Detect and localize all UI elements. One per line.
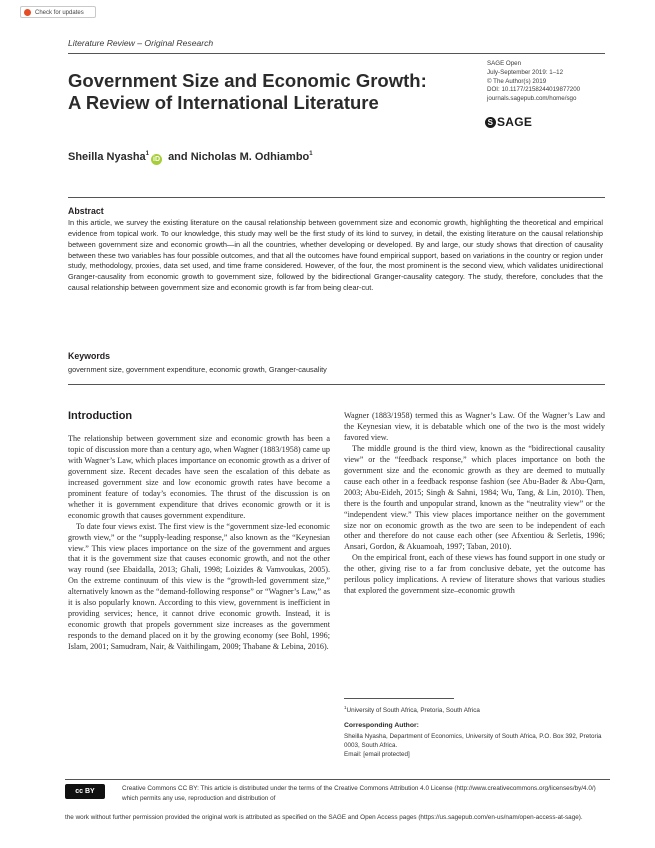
corresponding-author: [344, 732, 606, 759]
journal-meta: [487, 60, 580, 104]
right-column: [344, 411, 605, 597]
author-2: Nicholas M. Odhiambo: [190, 151, 310, 163]
intro-paragraph: The relationship between government size and economic growth has been a topic of discussion more than a century ago, when Wagner (1883/1958) came up with Wagner’s Law, which places importance on economic growth as a driver of government size. Recent decades have seen the escalation of this debate as increased government size and low economic growth rates have become a prominent feature of today’s economies. The thrust of the discussion is on whether it is government expenditure that drives economic growth or it is economic growth that causes government expenditure.: [68, 434, 330, 520]
check-updates-icon: [24, 9, 31, 16]
license-rule: [65, 779, 610, 780]
journal-issue: July-September 2019: 1–12: [487, 68, 564, 76]
journal-name: SAGE Open: [487, 60, 522, 67]
title-line-2: A Review of International Literature: [68, 91, 379, 113]
abstract-heading: Abstract: [68, 206, 104, 216]
abstract-rule: [68, 197, 605, 198]
article-type: Literature Review – Original Research: [68, 38, 214, 48]
check-updates-label: Check for updates: [35, 10, 84, 16]
affiliation-number: 1: [344, 705, 347, 710]
author-1-affiliation: 1: [145, 151, 149, 158]
sage-logo: [485, 115, 532, 129]
author-1: Sheilla Nyasha: [68, 151, 146, 163]
intro-paragraph: Wagner (1883/1958) termed this as Wagner’s Law. Of the Wagner’s Law and the Keynesian view, it is debatable which one of the two is the most widely favored view.: [344, 411, 605, 442]
cc-by-icon[interactable]: cc BY: [65, 784, 105, 799]
header-rule: [68, 53, 605, 54]
check-for-updates-badge[interactable]: [20, 6, 96, 18]
license-text-continued: the work without further permission provided the original work is attributed as specified on the SAGE and Open Access pages (https://us.sagepub.com/en-us/nam/open-access-at-sage).: [65, 814, 583, 821]
copyright: © The Author(s) 2019: [487, 77, 547, 85]
author-2-affiliation: 1: [309, 151, 313, 158]
affiliation-footnote: [344, 705, 480, 714]
corresponding-author-heading: Corresponding Author:: [344, 722, 419, 729]
journal-url[interactable]: journals.sagepub.com/home/sgo: [487, 95, 577, 103]
intro-paragraph: To date four views exist. The first view is the “government size-led economic growth view,” or the “supply-leading response,” also known as the “Keynesian view.” This view places importance on the size of the government and argues that it is the government size that causes economic growth, and not the other way round (see Ebaidalla, 2013; Ghali, 1998; Loizides & Vamvoukas, 2005). On the extreme continuum of this view is the “growth-led government size,” alternatively known as the “demand-following response” or “Wagner’s Law,” as it is also popularly known. According to this view, government is inefficient in providing services; hence, it cannot drive economic growth. Instead, it is economic growth that propels government size increases as the government responds to the demand placed on it by the growing economy (see Bohl, 1996; Islam, 2001; Samudram, Nair, & Vaithilingam, 2009; Thabane & Lebina, 2016).: [68, 521, 330, 652]
left-column: [68, 434, 330, 653]
abstract-text: In this article, we survey the existing literature on the causal relationship between government size and economic growth, highlighting the theoretical and empirical evidence from topical work. To our knowledge, this study may well be the first study of its kind to survey, in detail, the existing literature on the causal relationship between government size and economic growth—in all the countries, whether developing or developed. By and large, our study shows that direction of causality between these two variables has four possible outcomes, and that all the outcomes have found empirical support, based on variations in the country or region under study, methodology, proxies, data set used, and time frame considered. However, of the four, the most prominent is the second view, which validates unidirectional Granger-causality from economic growth to government size, followed by the bidirectional Granger-causality category. The study, therefore, concludes that the causal relationship between government size and economic growth is far from being clear-cut.: [68, 218, 603, 293]
corresponding-email[interactable]: Email: [email protected]: [344, 751, 410, 758]
keywords-rule: [68, 384, 605, 385]
intro-paragraph: The middle ground is the third view, known as the “bidirectional causality view” or the “feedback response,” which places importance on both the government size and the economic growth as they are deemed to mutually cause each other in a feedback response fashion (see Abu-Bader & Abu-Qarn, 2003; Abu-Eideh, 2015; Singh & Sahni, 1984; Wu, Tang, & Lin, 2010). Then, there is the fourth and unpopular strand, known as the “neutrality view” or the “independent view.” This view places importance neither on the government size nor on economic growth as the two are seen to be independent of each other and therefore do not cause each other (see Afxentiou & Serletis, 1996; Ansari, Gordon, & Akuamoah, 1997; Taban, 2010).: [344, 443, 605, 552]
footnote-separator: [344, 698, 454, 699]
corresponding-address: Sheilla Nyasha, Department of Economics, University of South Africa, P.O. Box 392, Pretoria 0003, South Africa.: [344, 733, 602, 749]
sage-logo-icon: S: [485, 117, 496, 128]
doi[interactable]: DOI: 10.1177/2158244019877200: [487, 86, 581, 94]
introduction-heading: Introduction: [68, 410, 133, 422]
article-title: [68, 70, 468, 113]
author-connector: and: [168, 151, 188, 163]
orcid-icon[interactable]: iD: [153, 156, 160, 163]
sage-logo-text: SAGE: [497, 115, 533, 129]
affiliation-text: University of South Africa, Pretoria, South Africa: [346, 707, 480, 715]
title-line-1: Government Size and Economic Growth:: [68, 70, 427, 91]
intro-paragraph: On the empirical front, each of these views has found support in one study or the other, giving rise to a far from conclusive debate, yet the outcome has perilous policy implications. A review of literature shows that various studies that explored the government size–economic growth: [344, 553, 605, 596]
author-line: [68, 151, 314, 165]
keywords-heading: Keywords: [68, 351, 111, 361]
keywords-text: government size, government expenditure, economic growth, Granger-causality: [68, 365, 327, 374]
license-text: Creative Commons CC BY: This article is distributed under the terms of the Creative Commons Attribution 4.0 License (http://www.creativecommons.org/licenses/by/4.0/) which permits any use, reproduction and distribution of: [122, 785, 596, 802]
